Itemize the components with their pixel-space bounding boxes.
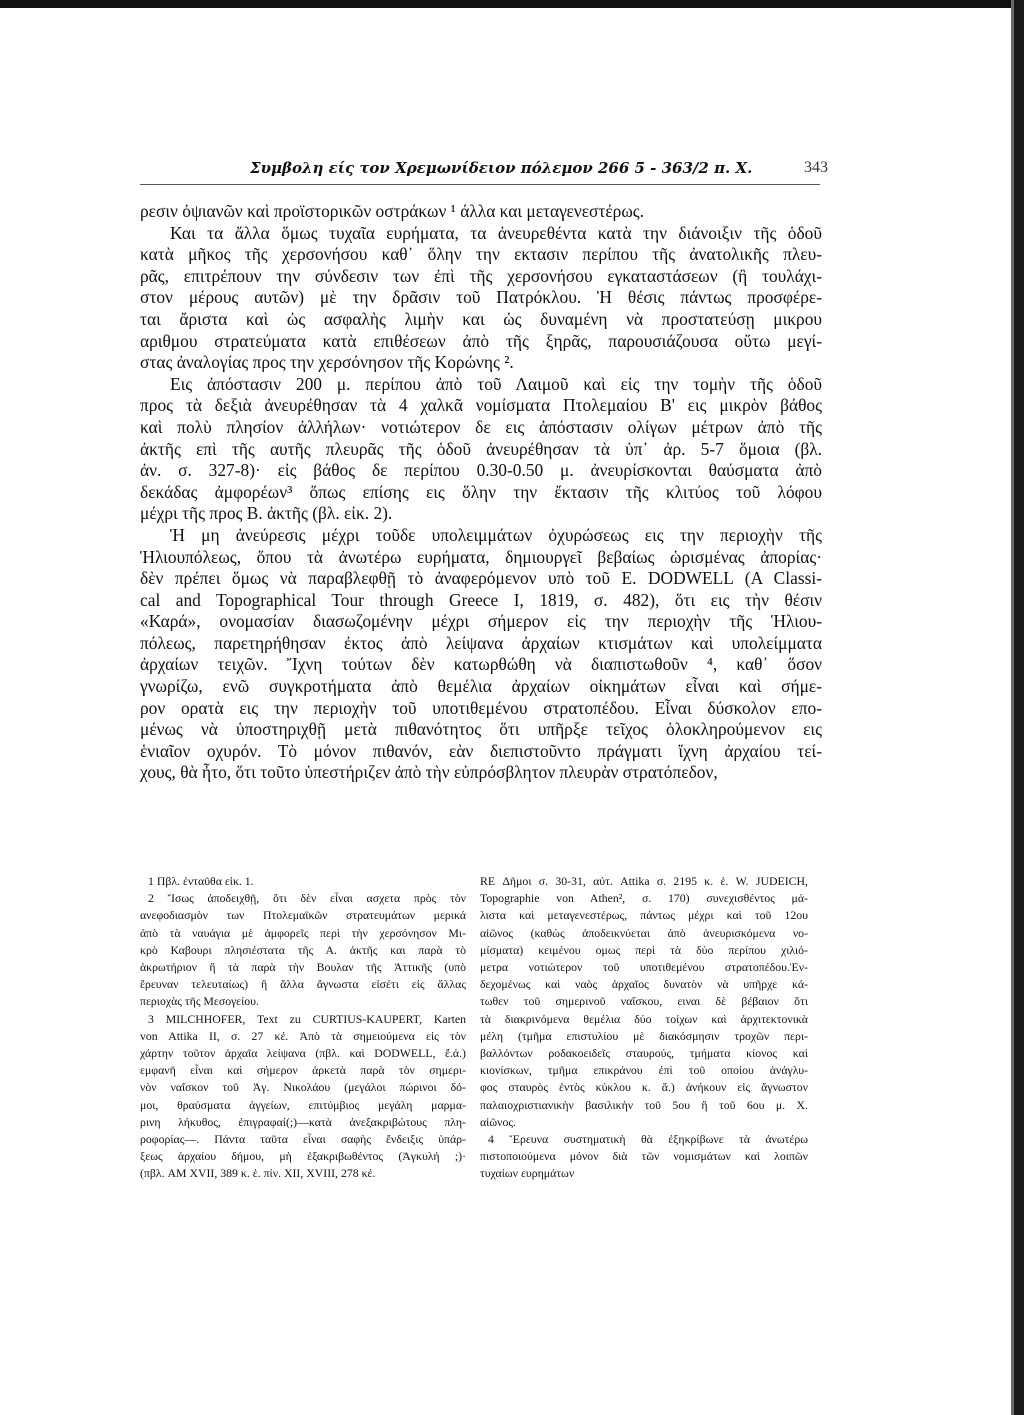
body-text-line: «Καρά», ονομασίαν διασωζομένην μέχρι σήμερον εἰς την περιοχὴν τῆς Ἡλιου-	[140, 611, 822, 632]
footnote-line: ἀπὸ τὰ ναυάγια μὲ ἀμφορεῖς περὶ τὴν χερσόνησον Μι-	[140, 925, 466, 940]
footnotes-left-column	[140, 873, 466, 1183]
body-text-line: στας ἀναλογίας προς την χερσόνησον τῆς Κορώνης ².	[140, 352, 514, 373]
footnote-line: μίσματα) κειμένου ομως περὶ τὰ δύο περίπου χιλιό-	[480, 942, 808, 957]
body-text-line: καὶ πολὺ πλησίον ἀλλήλων· νοτιώτερον δε εις ἀπόστασιν ολίγων μέτρων ἀπὸ τῆς	[140, 416, 822, 437]
footnote-line: μετρα νοτιώτερον τοῦ υποτιθεμένου στρατοπέδου.Ἐν-	[480, 960, 808, 975]
body-text-line: Εις ἀπόστασιν 200 μ. περίπου ἀπὸ τοῦ Λαιμοῦ καὶ εἰς την τομὴν τῆς ὁδοῦ	[170, 373, 822, 394]
footnote-line: 3 MILCHHOFER, Text zu CURTIUS-KAUPERT, Karten	[148, 1011, 466, 1026]
footnote-line: κρὸ Καβουρι πλησιέστατα τῆς Α. ἀκτῆς και παρὰ τὸ	[140, 942, 466, 957]
footnote-line: ανεφοδιασμὸν των Πτολεμαϊκῶν στρατευμάτων μερικά	[140, 908, 466, 923]
footnote-line: μοι, θραύσματα ἀγγείων, επιτύμβιος μεγάλη μαρμα-	[140, 1097, 466, 1112]
body-text-line: κατὰ μῆκος τῆς χερσονήσου καθ᾿ ὅλην την εκτασιν περίπου τῆς ἀνατολικῆς πλευ-	[140, 244, 822, 265]
body-text-line: στον μέρους αυτῶν) μὲ την δρᾶσιν τοῦ Πατρόκλου. Ἡ θέσις πάντως προσφέρε-	[140, 287, 822, 308]
footnote-line: (πβλ. AM XVII, 389 κ. ἑ. πίν. XII, XVIII, 278 κέ.	[140, 1166, 376, 1181]
footnote-line: τυχαίων ευρημάτων	[480, 1166, 575, 1181]
body-text-line: αριθμου στρατεύματα κατὰ επιθέσεων ἀπὸ τῆς ξηρᾶς, παρουσιάζουσα οὕτω μεγί-	[140, 330, 822, 351]
footnote-line: von Attika II, σ. 27 κέ. Ἀπὸ τὰ σημειούμενα εἰς τὸν	[140, 1028, 466, 1043]
scan-border-right	[1014, 0, 1024, 1415]
header-rule	[140, 184, 820, 185]
running-head-title: Συμβολη είς τον Χρεμωνίδειον πόλεμον 266 5 - 363/2 π. Χ.	[250, 159, 753, 177]
running-head	[140, 159, 828, 181]
footnote-line: ἔρευναν τελευταίως) ἢ ἄλλα ἄγνωστα εἰσέτι εἰς ἄλλας	[140, 977, 466, 992]
footnote-line: 2 Ἴσως ἀποδειχθῇ, ὅτι δὲν εἶναι ασχετα πρὸς τὸν	[148, 891, 466, 906]
body-text-line: Και τα ἄλλα ὅμως τυχαῖα ευρήματα, τα ἀνευρεθέντα κατὰ την διάνοιξιν τῆς ὁδοῦ	[170, 222, 822, 243]
footnote-line: Topographie von Athen², σ. 170) συνεχισθέντος μά-	[480, 891, 808, 906]
page-number: 343	[804, 159, 828, 176]
body-text-line: δὲν πρέπει ὅμως νὰ παραβλεφθῇ τὸ ἀναφερόμενον υπὸ τοῦ E. DODWELL (A Classi-	[140, 568, 822, 589]
footnote-line: λιστα καὶ μεταγενεστέρως, πάντως μέχρι καὶ τοῦ 12ου	[480, 908, 808, 923]
footnote-line: δεχομένως καὶ ναὸς ἀρχαῖος δυνατὸν νὰ υπῆρχε κά-	[480, 977, 808, 992]
footnote-line: ξεως ἀρχαίου δήμου, μὴ ἐξακριβωθέντος (Ἀγκυλή ;)·	[140, 1149, 466, 1164]
body-text-line: προς τὰ δεξιὰ ἀνευρέθησαν τὰ 4 χαλκᾶ νομίσματα Πτολεμαίου Β' εις μικρὸν βάθος	[140, 395, 822, 416]
body-text-line: δεκάδας ἀμφορέων³ ὅπως επίσης εις ὅλην την ἔκτασιν τῆς κλιτύος τοῦ λόφου	[140, 481, 822, 502]
body-text-line: ἑνιαῖον οχυρόν. Τὸ μόνον πιθανόν, εὰν διεπιστοῦντο πράγματι ἴχνη ἀρχαίου τεί-	[140, 740, 822, 761]
body-text-line: ἀν. σ. 327-8)· εἰς βάθος δε περίπου 0.30-0.50 μ. ἀνευρίσκονται θαύσματα ἀπὸ	[140, 460, 822, 481]
body-text-line: ται ἄριστα καὶ ὡς ασφαλὴς λιμὴν και ὡς δυναμένη νὰ προστατεύσῃ μικρου	[140, 308, 822, 329]
body-text-line: Ἡ μη ἀνεύρεσις μέχρι τοῦδε υπολειμμάτων ὀχυρώσεως εις την περιοχὴν τῆς	[170, 524, 822, 545]
footnote-line: φος σταυρὸς ἐντὸς κύκλου κ. ἄ.) ἀνήκουν εἰς ἄγνωστον	[480, 1080, 808, 1095]
footnote-line: RE Δῆμοι σ. 30-31, αὐτ. Attika σ. 2195 κ. ἑ. W. JUDEICH,	[480, 874, 808, 888]
body-text-line: χους, θὰ ἦτο, ὅτι τοῦτο ὑπεστήριζεν ἀπὸ τὴν εὐπρόσβλητον πλευρὰν στρατόπεδον,	[140, 762, 718, 783]
body-text-line: ρεσιν ὀψιανῶν καὶ προϊστορικῶν οστράκων ¹ άλλα και μεταγενεστέρως.	[140, 201, 645, 221]
footnote-line: μέλη (τμῆμα επιστυλίου μὲ διακόσμησιν τροχῶν περι-	[480, 1028, 808, 1043]
footnote-line: ροφορίας—. Πάντα ταῦτα εἶναι σαφὴς ἔνδειξις ὑπάρ-	[140, 1132, 466, 1147]
footnotes-right-column	[480, 873, 808, 1183]
footnote-line: παλαιοχριστιανικὴν βασιλικὴν τοῦ 5ου ἢ τοῦ 6ου μ. Χ.	[480, 1097, 808, 1112]
footnote-line: περιοχὰς τῆς Μεσογείου.	[140, 994, 259, 1009]
body-text-line: Ἡλιουπόλεως, ὅπου τὰ ἀνωτέρω ευρήματα, δημιουργεῖ βεβαίως ὡρισμένας ἀπορίας·	[140, 546, 822, 567]
footnote-line: ἀκρωτήριον ἢ τὰ παρὰ τὴν Βουλαν τῆς Ἀττικῆς (υπὸ	[140, 960, 466, 975]
footnote-line: 4 Ἔρευνα συστηματικὴ θὰ ἐξηκρίβωνε τὰ ἀνωτέρω	[488, 1132, 808, 1147]
body-text-line: ἀκτῆς επὶ τῆς αυτῆς πλευρᾶς τῆς ὁδοῦ ἀνευρέθησαν τὰ ὑπ᾿ ἀρ. 5-7 ὅμοια (βλ.	[140, 438, 822, 459]
body-text-line: ρᾶς, επιτρέπουν την σύνδεσιν των ἐπὶ τῆς χερσονήσου εγκαταστάσεων (ἢ τουλάχι-	[140, 265, 822, 286]
footnote-line: νὸν ναΐσκον τοῦ Ἀγ. Νικολάου (μεγάλοι πώρινοι δό-	[140, 1080, 466, 1095]
body-text-line: ἀρχαίων τειχῶν. Ἴχνη τούτων δὲν κατωρθώθη νὰ διαπιστωθοῦν ⁴, καθ᾿ ὅσον	[140, 654, 822, 675]
body-text-line: γνωρίζω, ενῶ συγκροτήματα ἀπὸ θεμέλια ἀρχαίων οἰκημάτων εἶναι καὶ σήμε-	[140, 676, 822, 697]
footnote-line: αἰῶνος (καθὼς ἀποδεικνύεται ἀπὸ ἀνευρισκόμενα νο-	[480, 925, 808, 940]
body-text-line: ρον ορατὰ εις την περιοχὴν τοῦ υποτιθεμένου στρατοπέδου. Εἶναι δύσκολον επο-	[140, 697, 822, 718]
footnote-line: τωθεν τοῦ σημερινοῦ ναΐσκου, ειναι δὲ βέβαιον ὅτι	[480, 994, 808, 1009]
body-text-line: μένως νὰ ὑποστηριχθῇ μετὰ πιθανότητος ὅτι υπῆρξε τεῖχος ὁλοκληρούμενον εις	[140, 719, 822, 740]
footnote-line: 1 Πβλ. ἐνταῦθα εἰκ. 1.	[148, 874, 254, 888]
body-text-line: μέχρι τῆς προς Β. ἀκτῆς (βλ. εἰκ. 2).	[140, 503, 393, 524]
footnote-line: βαλλόντων ροδακοειδεῖς σταυρούς, τμήματα κίονος καὶ	[480, 1046, 808, 1061]
footnote-line: τὰ διακριvόμενα θεμέλια δύο τοίχων καὶ ἀρχιτεκτονικὰ	[480, 1011, 808, 1026]
footnote-line: κιονίσκων, τμῆμα επικράνου ἐπὶ τοῦ οποίου ἀνάγλυ-	[480, 1063, 808, 1078]
scan-border-top	[0, 0, 1024, 8]
footnote-line: αἰῶνος.	[480, 1114, 516, 1129]
body-text-line: cal and Topographical Tour through Greece I, 1819, σ. 482), ὅτι εις τὴν θέσιν	[140, 589, 822, 610]
main-text	[140, 201, 822, 784]
footnote-line: χάρτην τοῦτον ἀρχαῖα λείψανα (πβλ. καὶ DODWELL, ἔ.ἀ.)	[140, 1046, 466, 1061]
footnote-line: πιστοποιούμενα μόνον διὰ τῶν νομισμάτων καὶ λοιπῶν	[480, 1149, 808, 1164]
body-text-line: πόλεως, παρετηρήθησαν ἐκτος ἀπὸ λείψανα ἀρχαίων κτισμάτων καὶ υπολείμματα	[140, 632, 822, 653]
footnote-line: εμφανῆ εἶναι καὶ σήμερον ἀρκετὰ παρὰ τὸν σημερι-	[140, 1063, 466, 1078]
footnote-line: ρινη λήκυθος, ἐπιγραφαί(;)—κατὰ ἀνεξακριβώτους πλη-	[140, 1114, 466, 1129]
